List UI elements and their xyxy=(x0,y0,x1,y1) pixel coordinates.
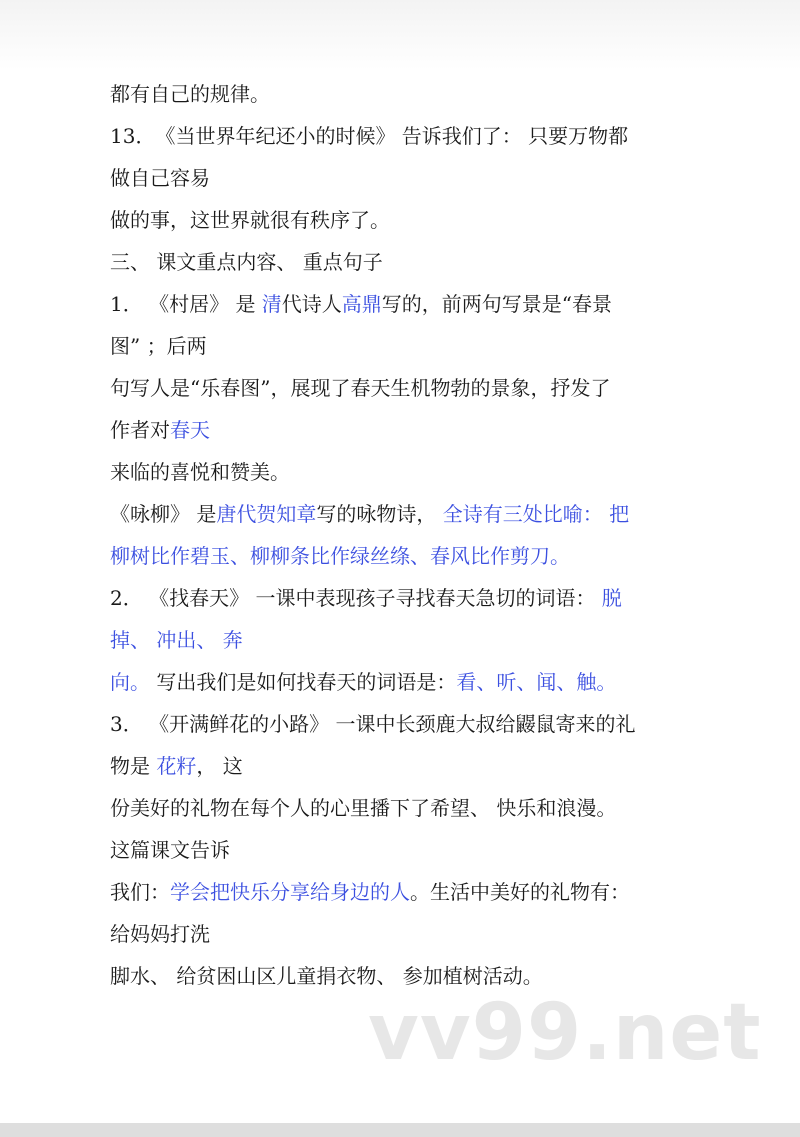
text-segment: 图” ；后两 xyxy=(110,334,207,358)
text-line xyxy=(110,882,690,902)
text-line xyxy=(110,126,690,146)
highlight-text: 掉、 冲出、 奔 xyxy=(110,628,243,652)
text-line xyxy=(110,294,690,314)
text-line xyxy=(110,168,690,188)
text-segment: 3． 《开满鲜花的小路》 一课中长颈鹿大叔给鼹鼠寄来的礼 xyxy=(110,712,636,736)
document-page xyxy=(110,84,690,1008)
text-segment: 。生活中美好的礼物有： xyxy=(410,880,630,904)
text-segment: ， 这 xyxy=(196,754,243,778)
text-line xyxy=(110,336,690,356)
text-line xyxy=(110,840,690,860)
text-line xyxy=(110,630,690,650)
highlight-text: 看、听、闻、触。 xyxy=(456,670,617,694)
text-segment: 代诗人 xyxy=(281,292,342,316)
highlight-text: 脱 xyxy=(601,586,622,610)
highlight-text: 花籽 xyxy=(156,754,197,778)
text-line xyxy=(110,210,690,230)
text-segment: 1． 《村居》 是 xyxy=(110,292,262,316)
highlight-text: 唐代 xyxy=(216,502,257,526)
highlight-text: 柳树比作碧玉、柳柳条比作绿丝绦、春风比作剪刀。 xyxy=(110,544,570,568)
text-segment: 做自己容易 xyxy=(110,166,210,190)
text-line xyxy=(110,84,690,104)
text-segment: 写出我们是如何找春天的词语是： xyxy=(150,670,457,694)
text-segment: 写的咏物诗， xyxy=(316,502,443,526)
text-segment: 句写人是“乐春图”，展现了春天生机物勃的景象，抒发了 xyxy=(110,376,611,400)
page-top-edge xyxy=(0,0,800,70)
text-segment: 份美好的礼物在每个人的心里播下了希望、 快乐和浪漫。 xyxy=(110,796,617,820)
text-segment: 我们： xyxy=(110,880,170,904)
highlight-text: 学会把快乐分享给身边的人 xyxy=(170,880,410,904)
text-line xyxy=(110,588,690,608)
highlight-text: 向。 xyxy=(110,670,150,694)
page-bottom-edge xyxy=(0,1123,800,1137)
text-segment: 做的事，这世界就很有秩序了。 xyxy=(110,208,390,232)
highlight-text: 高鼎 xyxy=(341,292,382,316)
text-line xyxy=(110,420,690,440)
text-line xyxy=(110,546,690,566)
highlight-text: 贺知章 xyxy=(256,502,317,526)
text-line xyxy=(110,756,690,776)
text-segment: 13． 《当世界年纪还小的时候》 告诉我们了： 只要万物都 xyxy=(110,124,629,148)
text-segment: 来临的喜悦和赞美。 xyxy=(110,460,290,484)
text-segment: 给妈妈打洗 xyxy=(110,922,210,946)
text-line xyxy=(110,714,690,734)
highlight-text: 春天 xyxy=(170,418,210,442)
text-segment: 作者对 xyxy=(110,418,170,442)
text-segment: 三、 课文重点内容、 重点句子 xyxy=(110,250,383,274)
text-line xyxy=(110,798,690,818)
text-segment: 《咏柳》 是 xyxy=(110,502,217,526)
text-segment: 物是 xyxy=(110,754,157,778)
text-segment: 写的，前两句写景是“春景 xyxy=(381,292,613,316)
text-segment: 都有自己的规律。 xyxy=(110,82,270,106)
text-segment: 这篇课文告诉 xyxy=(110,838,230,862)
text-line xyxy=(110,462,690,482)
text-segment: 脚水、 给贫困山区儿童捐衣物、 参加植树活动。 xyxy=(110,964,543,988)
highlight-text: 清 xyxy=(261,292,282,316)
text-line xyxy=(110,504,690,524)
text-segment: 2． 《找春天》 一课中表现孩子寻找春天急切的词语： xyxy=(110,586,602,610)
text-line xyxy=(110,672,690,692)
highlight-text: 全诗有三处比喻： 把 xyxy=(442,502,630,526)
watermark: vv99.net xyxy=(368,988,762,1078)
text-line xyxy=(110,924,690,944)
text-line xyxy=(110,378,690,398)
section-heading xyxy=(110,252,690,272)
text-line xyxy=(110,966,690,986)
